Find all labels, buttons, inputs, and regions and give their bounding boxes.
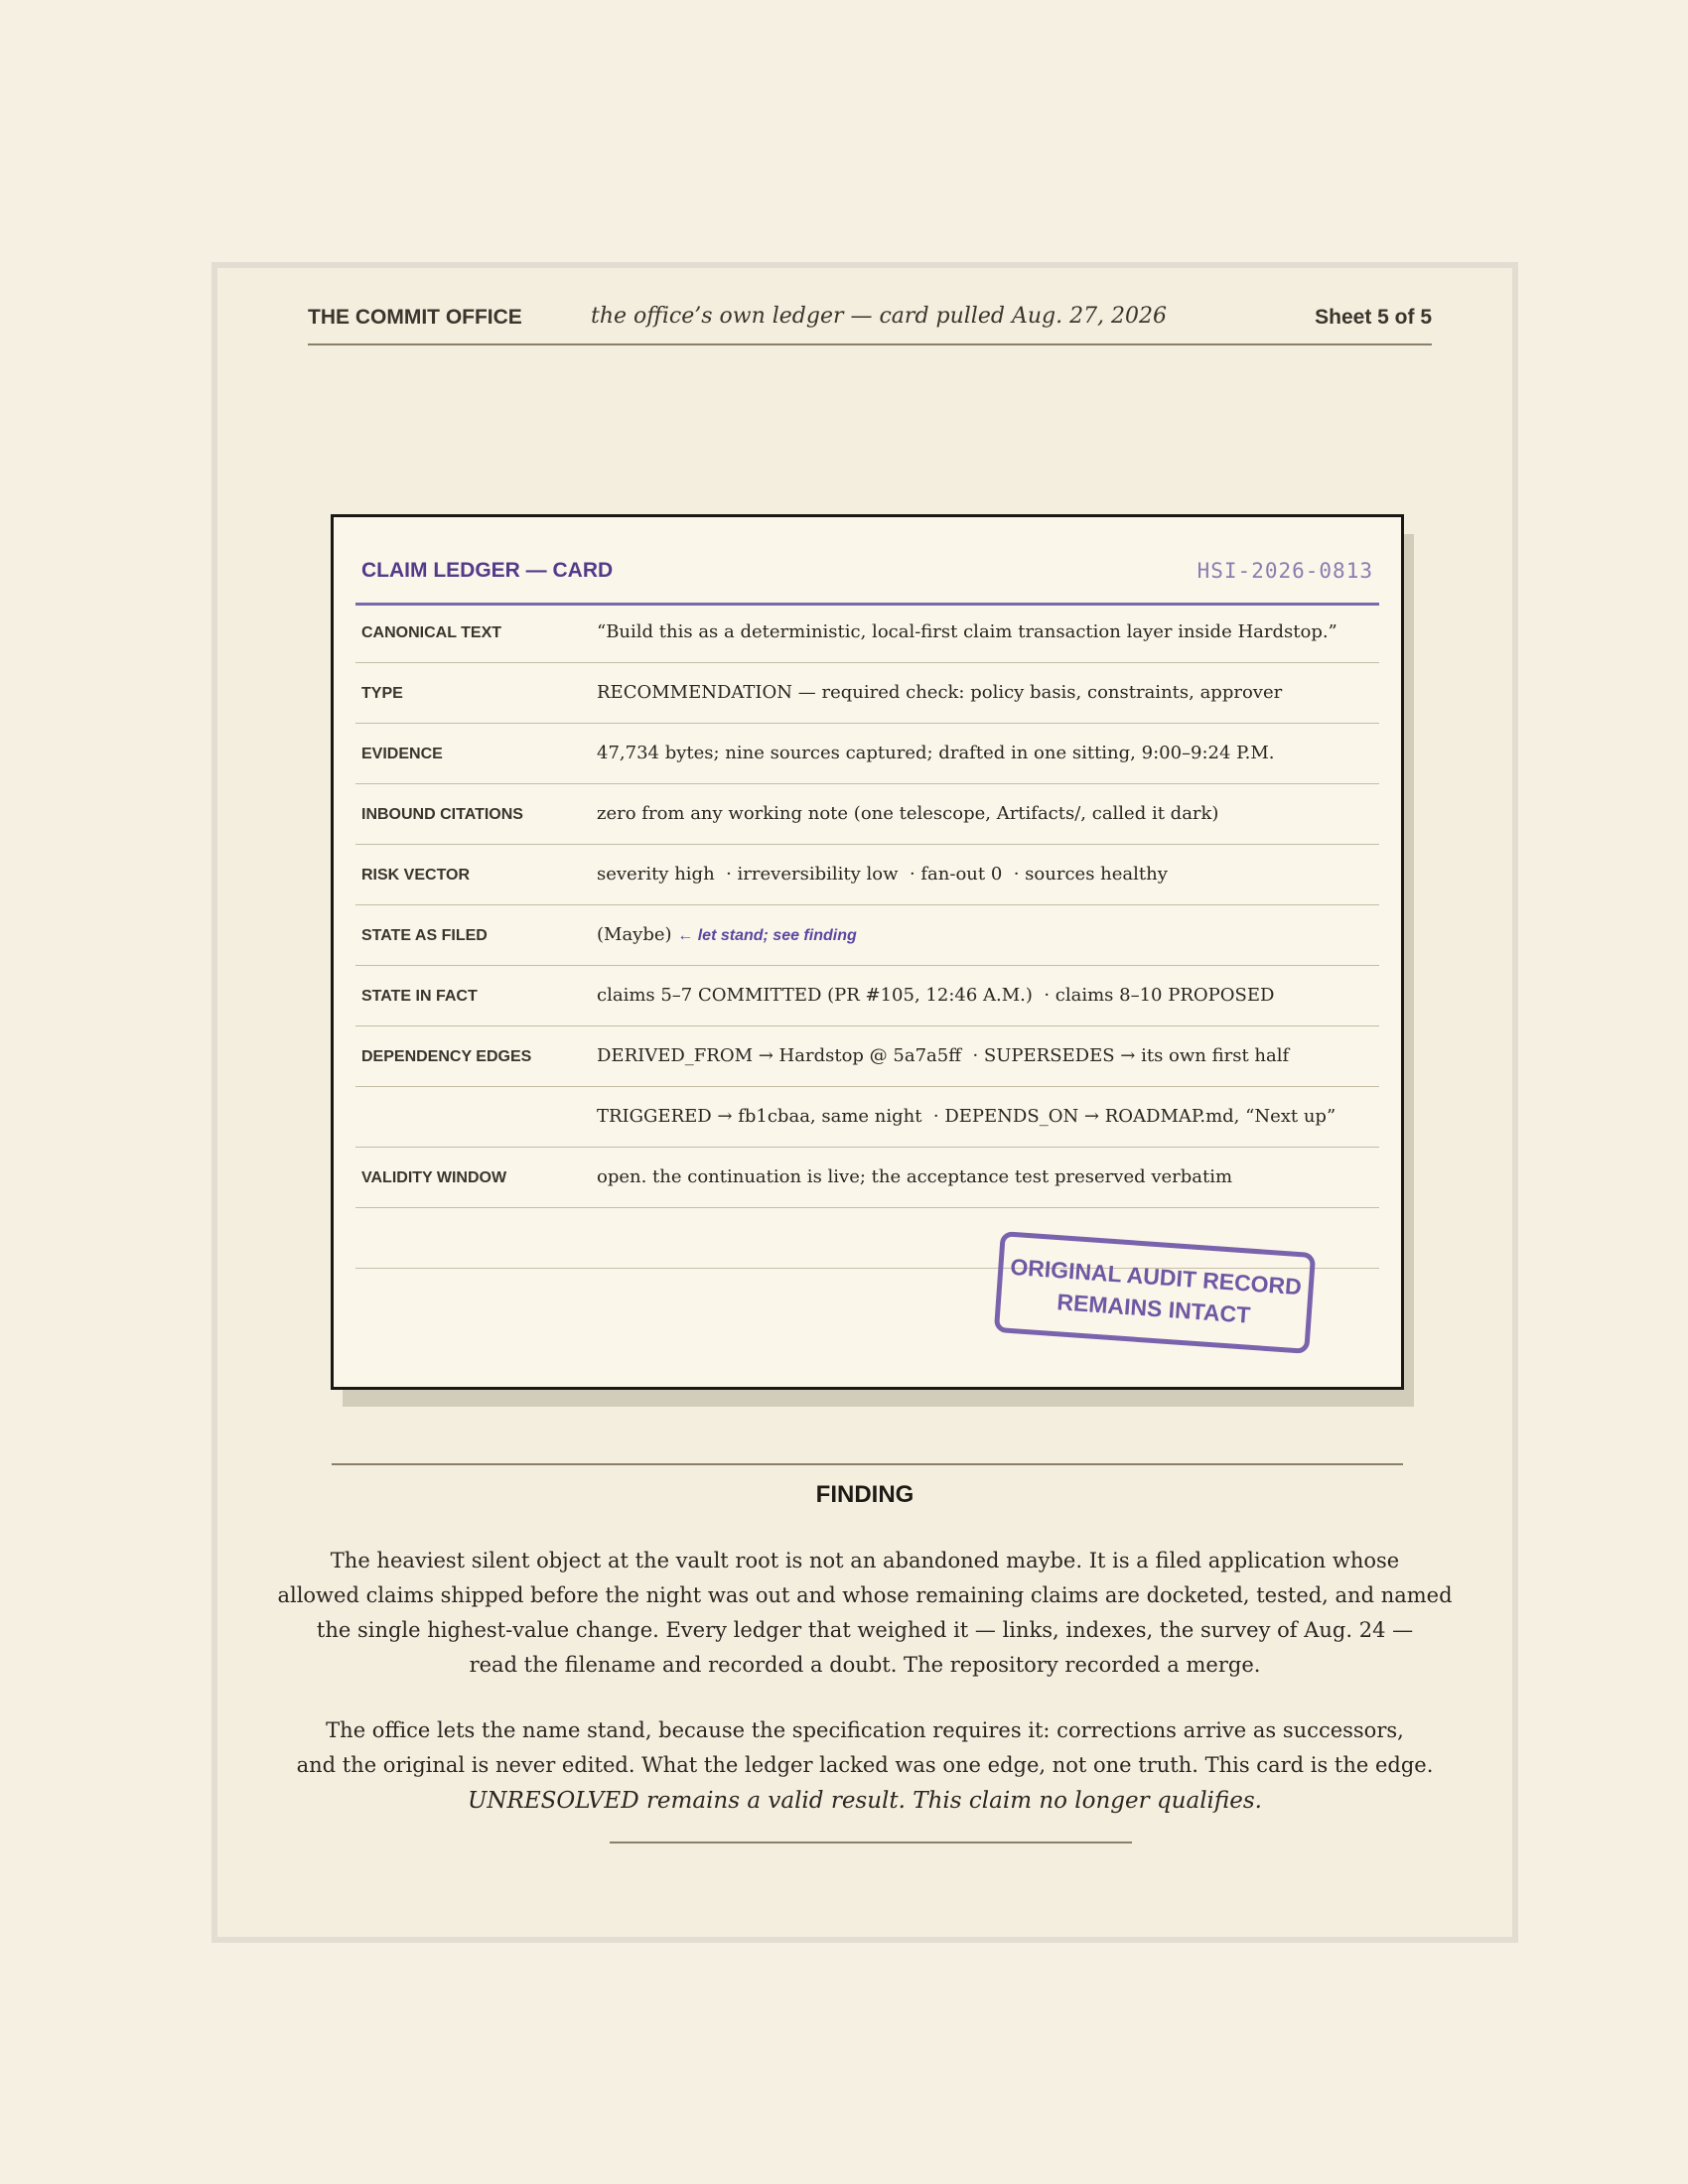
row-value <box>597 985 1274 1006</box>
row-annotation: ← let stand; see finding <box>677 927 857 944</box>
row-value-text: RECOMMENDATION — required check: policy basis, constraints, approver <box>597 682 1283 703</box>
row-value-text: zero from any working note (one telescope, Artifacts/, called it dark) <box>597 803 1219 824</box>
row-value <box>597 864 1168 885</box>
row-value <box>597 924 857 945</box>
audit-stamp <box>994 1231 1316 1354</box>
row-label: EVIDENCE <box>361 746 443 762</box>
finding-title: FINDING <box>815 1481 914 1508</box>
finding-line: the single highest-value change. Every ledger that weighed it — links, indexes, the survey of Aug. 24 — <box>316 1618 1414 1642</box>
row-value-text: claims 5–7 COMMITTED (PR #105, 12:46 A.M.) · claims 8–10 PROPOSED <box>597 985 1275 1006</box>
ledger-row <box>355 724 1379 784</box>
row-label: INBOUND CITATIONS <box>361 806 523 823</box>
row-value <box>597 1166 1232 1187</box>
finding-divider <box>332 1463 1403 1465</box>
stamp-line-2: REMAINS INTACT <box>1055 1289 1252 1328</box>
row-value <box>597 743 1275 763</box>
sheet-header <box>308 300 1432 345</box>
row-label: CANONICAL TEXT <box>361 624 502 641</box>
ledger-row <box>355 1087 1379 1148</box>
finding-line: allowed claims shipped before the night was out and whose remaining claims are docketed, tested, and named <box>277 1583 1453 1607</box>
card-header <box>355 553 1379 606</box>
ledger-row <box>355 663 1379 724</box>
claim-ledger-card <box>331 514 1404 1390</box>
row-value <box>597 1106 1336 1127</box>
ledger-row <box>355 845 1379 905</box>
closing-underline <box>610 1842 1132 1843</box>
finding-closing: UNRESOLVED remains a valid result. This claim no longer qualifies. <box>468 1788 1262 1814</box>
finding-line: The heaviest silent object at the vault root is not an abandoned maybe. It is a filed application whose <box>330 1549 1400 1572</box>
ledger-row <box>355 966 1379 1026</box>
row-value <box>597 682 1282 703</box>
sheet-subtitle: the office’s own ledger — card pulled Aug. 27, 2026 <box>591 304 1168 329</box>
ledger-row <box>355 603 1379 663</box>
row-value-text: severity high · irreversibility low · fan-out 0 · sources healthy <box>597 864 1168 885</box>
sheet-number: Sheet 5 of 5 <box>1315 306 1432 329</box>
finding-line: and the original is never edited. What the ledger lacked was one edge, not one truth. This card is the edge. <box>296 1753 1434 1777</box>
card-title: CLAIM LEDGER — CARD <box>361 559 614 582</box>
row-label: STATE AS FILED <box>361 927 488 944</box>
row-value-text: DERIVED_FROM → Hardstop @ 5a7a5ff · SUPERSEDES → its own first half <box>597 1045 1290 1066</box>
row-label: STATE IN FACT <box>361 988 478 1005</box>
row-value <box>597 1045 1289 1066</box>
row-value-text: (Maybe) <box>597 924 678 945</box>
row-label: RISK VECTOR <box>361 867 471 884</box>
row-label: DEPENDENCY EDGES <box>361 1048 532 1065</box>
ledger-row <box>355 905 1379 966</box>
finding-line: The office lets the name stand, because the specification requires it: corrections arrive as successors, <box>326 1718 1404 1742</box>
ledger-sheet <box>211 262 1518 1943</box>
row-value <box>597 621 1337 642</box>
ledger-row <box>355 1026 1379 1087</box>
ledger-row <box>355 1148 1379 1208</box>
row-value-text: 47,734 bytes; nine sources captured; drafted in one sitting, 9:00–9:24 P.M. <box>597 743 1275 763</box>
card-id: HSI-2026-0813 <box>1196 559 1373 583</box>
row-label: TYPE <box>361 685 403 702</box>
ledger-row <box>355 784 1379 845</box>
finding-paragraph-2 <box>257 1713 1473 1783</box>
row-value-text: “Build this as a deterministic, local-first claim transaction layer inside Hardstop.” <box>597 621 1337 642</box>
finding-line: read the filename and recorded a doubt. The repository recorded a merge. <box>469 1653 1261 1677</box>
row-value <box>597 803 1218 824</box>
office-name: THE COMMIT OFFICE <box>308 306 522 329</box>
row-value-text: TRIGGERED → fb1cbaa, same night · DEPENDS_ON → ROADMAP.md, “Next up” <box>597 1106 1336 1127</box>
finding-paragraph-1 <box>257 1544 1473 1683</box>
stamp-line-1: ORIGINAL AUDIT RECORD <box>1009 1253 1303 1300</box>
row-label: VALIDITY WINDOW <box>361 1169 507 1186</box>
row-value-text: open. the continuation is live; the acceptance test preserved verbatim <box>597 1166 1233 1187</box>
card-rows <box>355 603 1379 1269</box>
